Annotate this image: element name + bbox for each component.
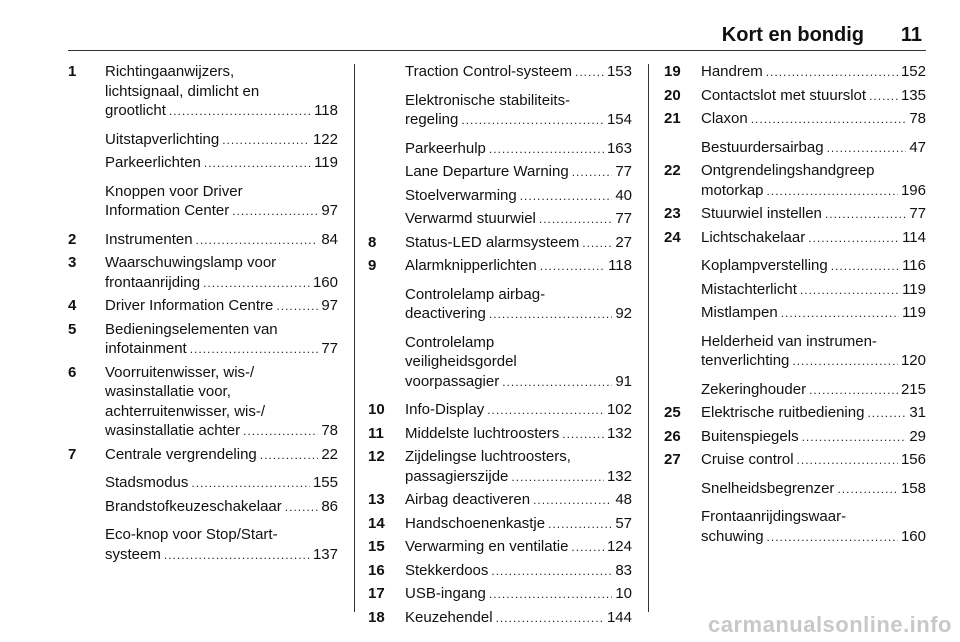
entry-page-number[interactable]: 152 xyxy=(900,63,926,80)
entry-page-number[interactable]: 77 xyxy=(321,340,338,357)
entry-text: passagierszijde xyxy=(405,467,509,485)
dot-leader xyxy=(232,202,318,222)
entry-number: 9 xyxy=(368,257,377,274)
entry-number: 26 xyxy=(664,427,681,445)
entry-text: lichtsignaal, dimlicht en xyxy=(105,82,260,100)
index-entry[interactable] xyxy=(664,228,926,249)
dot-leader xyxy=(802,428,907,448)
entry-text: deactivering xyxy=(405,305,486,322)
index-entry[interactable] xyxy=(368,400,632,421)
entry-text: Verwarmd stuurwiel xyxy=(405,210,536,227)
index-entry[interactable] xyxy=(68,296,338,317)
dot-leader xyxy=(169,102,311,122)
entry-text: Parkeerhulp xyxy=(405,139,486,157)
index-column-2 xyxy=(368,62,632,631)
entry-text: wasinstallatie achter xyxy=(105,422,241,439)
entry-page-number[interactable]: 132 xyxy=(606,424,632,442)
entry-page-number[interactable]: 144 xyxy=(606,608,632,626)
entry-number: 8 xyxy=(368,233,377,251)
entry-text: USB-ingang xyxy=(405,585,486,602)
entry-page-number[interactable]: 83 xyxy=(615,561,632,579)
entry-page-number[interactable]: 92 xyxy=(615,305,632,322)
entry-text: Uitstapverlichting xyxy=(105,130,220,148)
entry-text: voorpassagier xyxy=(405,372,500,390)
entry-text: regeling xyxy=(405,111,459,128)
index-entry[interactable] xyxy=(664,138,926,159)
entry-number: 7 xyxy=(68,445,77,463)
dot-leader xyxy=(548,515,612,535)
index-entry[interactable] xyxy=(368,333,632,393)
index-entry[interactable] xyxy=(368,233,632,254)
index-entry[interactable] xyxy=(664,450,926,471)
index-entry[interactable] xyxy=(664,256,926,277)
entry-number: 14 xyxy=(368,514,385,532)
watermark: carmanualsonline.info xyxy=(708,612,952,637)
entry-text: Driver Information Centre xyxy=(105,297,274,314)
column-divider xyxy=(354,64,355,612)
index-entry[interactable] xyxy=(368,186,632,207)
index-entry[interactable] xyxy=(368,537,632,558)
index-entry[interactable] xyxy=(368,256,632,277)
entry-text: Knoppen voor Driver xyxy=(105,182,243,200)
entry-text: systeem xyxy=(105,545,161,563)
dot-leader xyxy=(491,562,612,582)
index-entry[interactable] xyxy=(664,479,926,500)
entry-page-number[interactable]: 114 xyxy=(902,228,926,246)
entry-number: 18 xyxy=(368,608,385,626)
entry-page-number[interactable]: 155 xyxy=(312,474,338,491)
entry-number: 1 xyxy=(68,63,77,80)
entry-page-number[interactable]: 78 xyxy=(321,422,338,439)
entry-page-number[interactable]: 47 xyxy=(909,138,926,156)
index-entry[interactable] xyxy=(68,182,338,222)
entry-text: Parkeerlichten xyxy=(105,154,201,171)
index-column-1 xyxy=(68,62,338,568)
entry-text: Centrale vergrendeling xyxy=(105,445,257,463)
dot-leader xyxy=(539,210,612,230)
entry-text: Alarmknipperlichten xyxy=(405,257,537,274)
dot-leader xyxy=(800,281,899,301)
entry-page-number[interactable]: 116 xyxy=(902,257,926,274)
entry-page-number[interactable]: 77 xyxy=(615,163,632,180)
index-entry[interactable] xyxy=(368,584,632,605)
index-entry[interactable] xyxy=(664,403,926,424)
entry-page-number[interactable]: 137 xyxy=(312,545,338,563)
entry-text: Elektrische ruitbediening xyxy=(701,404,865,421)
dot-leader xyxy=(797,451,898,471)
entry-text: Bestuurdersairbag xyxy=(701,138,824,156)
dot-leader xyxy=(809,381,898,401)
entry-text: Elektronische stabiliteits- xyxy=(405,91,571,109)
index-entry[interactable] xyxy=(664,427,926,448)
entry-number: 10 xyxy=(368,401,385,418)
dot-leader xyxy=(276,297,318,317)
index-entry[interactable] xyxy=(368,490,632,511)
entry-number: 17 xyxy=(368,585,385,602)
entry-text: Handrem xyxy=(701,63,763,80)
entry-text: Info-Display xyxy=(405,401,485,418)
dot-leader xyxy=(767,182,898,202)
entry-number: 19 xyxy=(664,63,681,80)
entry-number: 5 xyxy=(68,320,77,338)
index-entry[interactable] xyxy=(664,161,926,201)
entry-text: Waarschuwingslamp voor xyxy=(105,254,277,271)
entry-page-number[interactable]: 57 xyxy=(615,514,632,532)
entry-text: Koplampverstelling xyxy=(701,257,828,274)
entry-page-number[interactable]: 122 xyxy=(312,130,338,148)
entry-page-number[interactable]: 119 xyxy=(902,280,926,298)
dot-leader xyxy=(489,140,604,160)
index-column-3 xyxy=(664,62,926,550)
entry-number: 11 xyxy=(368,424,384,442)
entry-number: 15 xyxy=(368,538,385,555)
entry-page-number[interactable]: 153 xyxy=(606,63,632,80)
entry-text: Keuzehendel xyxy=(405,608,493,626)
entry-text: infotainment xyxy=(105,340,187,357)
index-entry[interactable] xyxy=(664,380,926,401)
index-entry[interactable] xyxy=(368,514,632,535)
dot-leader xyxy=(502,373,612,393)
entry-text: Stekkerdoos xyxy=(405,561,489,579)
dot-leader xyxy=(461,111,604,131)
entry-text: Snelheidsbegrenzer xyxy=(701,479,835,497)
entry-page-number[interactable]: 40 xyxy=(615,186,632,204)
entry-page-number[interactable]: 154 xyxy=(606,111,632,128)
index-entry[interactable] xyxy=(664,280,926,301)
entry-number: 12 xyxy=(368,448,385,465)
entry-text: Handschoenenkastje xyxy=(405,514,546,532)
index-entry[interactable] xyxy=(664,62,926,83)
entry-text: Richtingaanwijzers, xyxy=(105,63,235,80)
index-entry[interactable] xyxy=(68,153,338,174)
entry-text: Stoelverwarming xyxy=(405,186,517,204)
entry-page-number[interactable]: 120 xyxy=(900,352,926,369)
index-entry[interactable] xyxy=(664,204,926,225)
dot-leader xyxy=(260,446,319,466)
dot-leader xyxy=(511,468,604,488)
entry-page-number[interactable]: 118 xyxy=(608,257,632,274)
entry-number: 27 xyxy=(664,451,681,468)
index-entry[interactable] xyxy=(68,445,338,466)
entry-number: 3 xyxy=(68,254,77,271)
entry-text: Traction Control-systeem xyxy=(405,63,572,80)
entry-number: 24 xyxy=(664,228,681,246)
entry-text: Frontaanrijdingswaar- xyxy=(701,508,847,525)
index-entry[interactable] xyxy=(664,332,926,372)
index-entry[interactable] xyxy=(664,109,926,130)
entry-page-number[interactable]: 10 xyxy=(615,585,632,602)
index-entry[interactable] xyxy=(368,139,632,160)
entry-number: 13 xyxy=(368,491,385,508)
dot-leader xyxy=(808,229,899,249)
dot-leader xyxy=(571,538,604,558)
dot-leader xyxy=(575,63,604,83)
entry-page-number[interactable]: 118 xyxy=(314,102,338,119)
entry-text: Zijdelingse luchtroosters, xyxy=(405,448,571,465)
entry-text: Controlelamp airbag- xyxy=(405,285,546,303)
dot-leader xyxy=(520,187,613,207)
entry-number: 20 xyxy=(664,86,681,104)
entry-page-number[interactable]: 86 xyxy=(321,497,338,515)
entry-page-number[interactable]: 91 xyxy=(615,372,632,390)
entry-text: Buitenspiegels xyxy=(701,427,799,445)
entry-text: Middelste luchtroosters xyxy=(405,424,560,442)
entry-text: Controlelamp xyxy=(405,333,495,351)
entry-page-number[interactable]: 29 xyxy=(909,427,926,445)
dot-leader xyxy=(496,609,604,629)
entry-text: Instrumenten xyxy=(105,230,193,248)
entry-text: veiligheidsgordel xyxy=(405,353,517,370)
entry-page-number[interactable]: 196 xyxy=(900,181,926,199)
entry-page-number[interactable]: 119 xyxy=(314,154,338,171)
index-entry[interactable] xyxy=(368,62,632,83)
dot-leader xyxy=(487,401,604,421)
entry-text: Information Center xyxy=(105,202,230,219)
dot-leader xyxy=(562,425,604,445)
entry-text: frontaanrijding xyxy=(105,273,201,291)
entry-number: 22 xyxy=(664,162,681,179)
dot-leader xyxy=(869,87,898,107)
dot-leader xyxy=(243,422,318,442)
index-entry[interactable] xyxy=(664,86,926,107)
entry-page-number[interactable]: 97 xyxy=(321,297,338,314)
entry-text: Cruise control xyxy=(701,451,794,468)
entry-text: achterruitenwisser, wis-/ xyxy=(105,402,266,420)
entry-page-number[interactable]: 160 xyxy=(900,527,926,545)
page-title: Kort en bondig xyxy=(721,24,864,46)
dot-leader xyxy=(285,498,319,518)
entry-number: 21 xyxy=(664,110,681,127)
entry-text: schuwing xyxy=(701,527,764,545)
index-entry[interactable] xyxy=(68,230,338,251)
entry-text: Mistlampen xyxy=(701,304,778,321)
dot-leader xyxy=(582,234,612,254)
index-entry[interactable] xyxy=(368,608,632,629)
entry-text: Eco-knop voor Stop/Start- xyxy=(105,526,278,543)
entry-number: 4 xyxy=(68,297,77,314)
dot-leader xyxy=(751,110,907,130)
index-entry[interactable] xyxy=(368,447,632,487)
entry-text: Helderheid van instrumen- xyxy=(701,332,877,350)
entry-page-number[interactable]: 156 xyxy=(900,451,926,468)
dot-leader xyxy=(191,474,310,494)
entry-page-number[interactable]: 97 xyxy=(321,202,338,219)
entry-text: motorkap xyxy=(701,181,764,199)
entry-text: Brandstofkeuzeschakelaar xyxy=(105,497,282,515)
dot-leader xyxy=(204,154,311,174)
column-divider xyxy=(648,64,649,612)
entry-text: grootlicht xyxy=(105,102,166,119)
dot-leader xyxy=(825,205,906,225)
entry-text: Contactslot met stuurslot xyxy=(701,86,867,104)
index-entry[interactable] xyxy=(664,507,926,547)
index-entry[interactable] xyxy=(68,497,338,518)
entry-page-number[interactable]: 135 xyxy=(900,86,926,104)
index-entry[interactable] xyxy=(68,363,338,442)
entry-page-number[interactable]: 27 xyxy=(615,233,632,251)
entry-text: wasinstallatie voor, xyxy=(105,383,231,400)
entry-page-number[interactable]: 132 xyxy=(606,467,632,485)
entry-text: Lichtschakelaar xyxy=(701,228,806,246)
entry-number: 25 xyxy=(664,404,681,421)
entry-page-number[interactable]: 22 xyxy=(321,445,338,463)
dot-leader xyxy=(489,585,612,605)
entry-text: Lane Departure Warning xyxy=(405,163,569,180)
entry-text: Mistachterlicht xyxy=(701,280,797,298)
entry-text: Zekeringhouder xyxy=(701,380,807,398)
index-entry[interactable] xyxy=(368,424,632,445)
entry-page-number[interactable]: 48 xyxy=(615,491,632,508)
entry-text: Status-LED alarmsysteem xyxy=(405,233,580,251)
entry-page-number[interactable]: 84 xyxy=(321,230,338,248)
entry-number: 6 xyxy=(68,363,77,381)
index-entry[interactable] xyxy=(68,130,338,151)
entry-page-number[interactable]: 31 xyxy=(909,404,926,421)
index-entry[interactable] xyxy=(368,561,632,582)
page-number: 11 xyxy=(900,24,922,46)
entry-page-number[interactable]: 158 xyxy=(900,479,926,497)
entry-page-number[interactable]: 215 xyxy=(900,380,926,398)
dot-leader xyxy=(831,257,899,277)
dot-leader xyxy=(222,131,310,151)
index-entry[interactable] xyxy=(68,62,338,122)
entry-number: 23 xyxy=(664,205,681,222)
dot-leader xyxy=(164,546,310,566)
dot-leader xyxy=(533,491,612,511)
entry-page-number[interactable]: 124 xyxy=(606,538,632,555)
dot-leader xyxy=(792,352,898,372)
entry-text: Ontgrendelingshandgreep xyxy=(701,162,875,179)
dot-leader xyxy=(196,231,319,251)
index-entry[interactable] xyxy=(68,473,338,494)
entry-text: tenverlichting xyxy=(701,352,790,369)
entry-number: 16 xyxy=(368,561,385,579)
entry-text: Claxon xyxy=(701,110,748,127)
index-entry[interactable] xyxy=(68,253,338,293)
entry-text: Stadsmodus xyxy=(105,474,189,491)
entry-page-number[interactable]: 77 xyxy=(615,210,632,227)
dot-leader xyxy=(540,257,605,277)
index-entry[interactable] xyxy=(368,91,632,131)
index-entry[interactable] xyxy=(368,162,632,183)
entry-page-number[interactable]: 77 xyxy=(909,205,926,222)
dot-leader xyxy=(190,340,319,360)
dot-leader xyxy=(203,274,310,294)
entry-text: Stuurwiel instellen xyxy=(701,205,822,222)
entry-text: Bedieningselementen van xyxy=(105,320,278,338)
entry-page-number[interactable]: 160 xyxy=(312,273,338,291)
dot-leader xyxy=(781,304,899,324)
entry-page-number[interactable]: 102 xyxy=(606,401,632,418)
dot-leader xyxy=(827,139,907,159)
dot-leader xyxy=(572,163,613,183)
page-header xyxy=(68,24,926,51)
dot-leader xyxy=(867,404,906,424)
entry-text: Verwarming en ventilatie xyxy=(405,538,569,555)
index-entry[interactable] xyxy=(368,209,632,230)
dot-leader xyxy=(837,480,898,500)
entry-text: Airbag deactiveren xyxy=(405,491,531,508)
entry-page-number[interactable]: 78 xyxy=(909,110,926,127)
index-entry[interactable] xyxy=(68,320,338,360)
dot-leader xyxy=(766,63,898,83)
index-entry[interactable] xyxy=(368,285,632,325)
index-entry[interactable] xyxy=(664,303,926,324)
entry-page-number[interactable]: 163 xyxy=(606,139,632,157)
entry-number: 2 xyxy=(68,230,77,248)
entry-text: Voorruitenwisser, wis-/ xyxy=(105,363,255,381)
entry-page-number[interactable]: 119 xyxy=(902,304,926,321)
dot-leader xyxy=(489,305,612,325)
index-entry[interactable] xyxy=(68,525,338,565)
dot-leader xyxy=(767,528,898,548)
